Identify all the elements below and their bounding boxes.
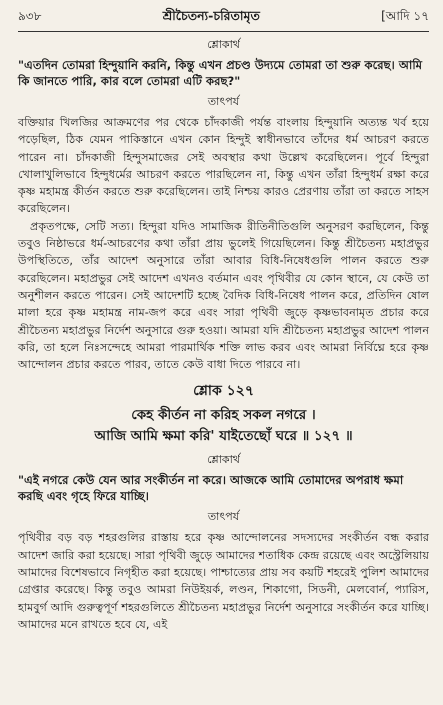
translation-heading-2: শ্লোকার্থ: [207, 453, 240, 467]
book-title: শ্রীচৈতন্য-চরিতামৃত: [162, 8, 260, 23]
translation-heading-1: শ্লোকার্থ: [207, 38, 240, 51]
sloka-title: শ্লোক ১২৭: [193, 383, 254, 400]
purport-heading-1: তাৎপর্য: [207, 95, 240, 108]
purport-paragraph-3: পৃথিবীর বড় বড় শহরগুলির রাস্তায় হরে কৃষ্ণ আন্দোলনের সদস্যদের সংকীর্তন বন্ধ করার আদেশ জারি করা হয়েছে। সারা পৃথিবী জুড়ে আমাদের শতাধিক কেন্দ্র রয়েছে এবং অস্ট্রেলিয়ায় আমাদের বিশেষভাবে নিগৃহীত করা হয়েছে। পাশ্চাত্যের প্রায় সব কয়টি শহরেই পুলিশ আমাদের গ্রেপ্তার করেছে। কিন্তু তবুও আমরা নিউইয়র্ক, লণ্ডন, শিকাগো, সিডনী, মেলবোর্ন, প্যারিস, হামবুর্গ আদি গুরুত্বপূর্ণ শহরগুলিতে শ্রীচৈতন্য মহাপ্রভুর নির্দেশ অনুসারে সংকীর্তন করে যাচ্ছি। আমাদের মনে রাখতে হবে যে, এই: [18, 531, 429, 631]
purport-paragraph-1: বক্তিয়ার খিলজির আক্রমণের পর থেকে চাঁদকাজী পর্যন্ত বাংলায় হিন্দুয়ানি অত্যন্ত খর্ব হয়ে পড়েছিল, ঠিক যেমন পাকিস্তানে এখন কোন হিন্দুই স্বাধীনভাবে তাঁদের ধর্ম আচরণ করতে পারেন না। চাঁদকাজী হিন্দুসমাজের সেই অবস্থার কথা উল্লেখ করেছিলেন। পূর্বে হিন্দুরা খোলাখুলিভাবে হিন্দুধর্মের আচরণ করতে পারছিলেন না, কিন্তু এখন তাঁরা হিন্দুধর্ম রক্ষা করে কৃষ্ণ মহামন্ত্র কীর্তন করতে শুরু করেছিলেন। তাই নিশ্চয় কারও প্রেরণায় তাঁরা তা করতে সাহস করেছিলেন।: [18, 116, 429, 216]
purport-heading-2: তাৎপর্য: [207, 510, 240, 524]
section-label: [আদি ১৭: [381, 9, 429, 23]
verse-line-1: কেহ কীর্তন না করিহ সকল নগরে ।: [131, 407, 316, 424]
verse-line-2: আজি আমি ক্ষমা করি' যাইতেছোঁ ঘরে ॥ ১২৭ ॥: [94, 428, 353, 445]
translation-text-1: "এতদিন তোমরা হিন্দুয়ানি করনি, কিন্তু এখন প্রচণ্ড উদ্যমে তোমরা তা শুরু করেছ। আমি কি জানতে পারি, কার বলে তোমরা এটি করছ?": [18, 58, 423, 88]
page-header: [18, 8, 429, 28]
purport-paragraph-2: প্রকৃতপক্ষে, সেটি সত্য। হিন্দুরা যদিও সামাজিক রীতিনীতিগুলি অনুসরণ করছিলেন, কিন্তু তবুও নিষ্ঠাভরে ধর্ম-আচরণের কথা তাঁরা প্রায় ভুলেই গিয়েছিলেন। কিন্তু শ্রীচৈতন্য মহাপ্রভুর উপস্থিতিতে, তাঁর আদেশ অনুসারে তাঁরা আবার বিধি-নিষেধগুলি পালন করতে শুরু করেছিলেন। মহাপ্রভুর সেই আদেশ এখনও বর্তমান এবং পৃথিবীর যে কোন স্থানে, যে কেউ তা অনুশীলন করতে পারেন। সেই আদেশটি হচ্ছে বৈদিক বিধি-নিষেধ পালন করে, প্রতিদিন ষোল মালা হরে কৃষ্ণ মহামন্ত্র নাম-জপ করে এবং সারা পৃথিবী জুড়ে কৃষ্ণভাবনামৃত প্রচার করে শ্রীচৈতন্য মহাপ্রভুর নির্দেশ অনুসারে গুরু হওয়া। আমরা যদি শ্রীচৈতন্য মহাপ্রভুর আদেশ পালন করি, তা হলে নিঃসন্দেহে আমরা পারমার্থিক শক্তি লাভ করব এবং আমরা নির্বিঘ্নে হরে কৃষ্ণ আন্দোলন প্রচার করতে পারব, তাতে কেউ বাধা দিতে পারবে না।: [18, 219, 429, 372]
page-number: ৯৩৮: [18, 9, 42, 23]
header-rule: [18, 31, 429, 32]
translation-text-2: "এই নগরে কেউ যেন আর সংকীর্তন না করে। আজকে আমি তোমাদের অপরাধ ক্ষমা করছি এবং গৃহে ফিরে যাচ্ছি।: [18, 473, 404, 504]
